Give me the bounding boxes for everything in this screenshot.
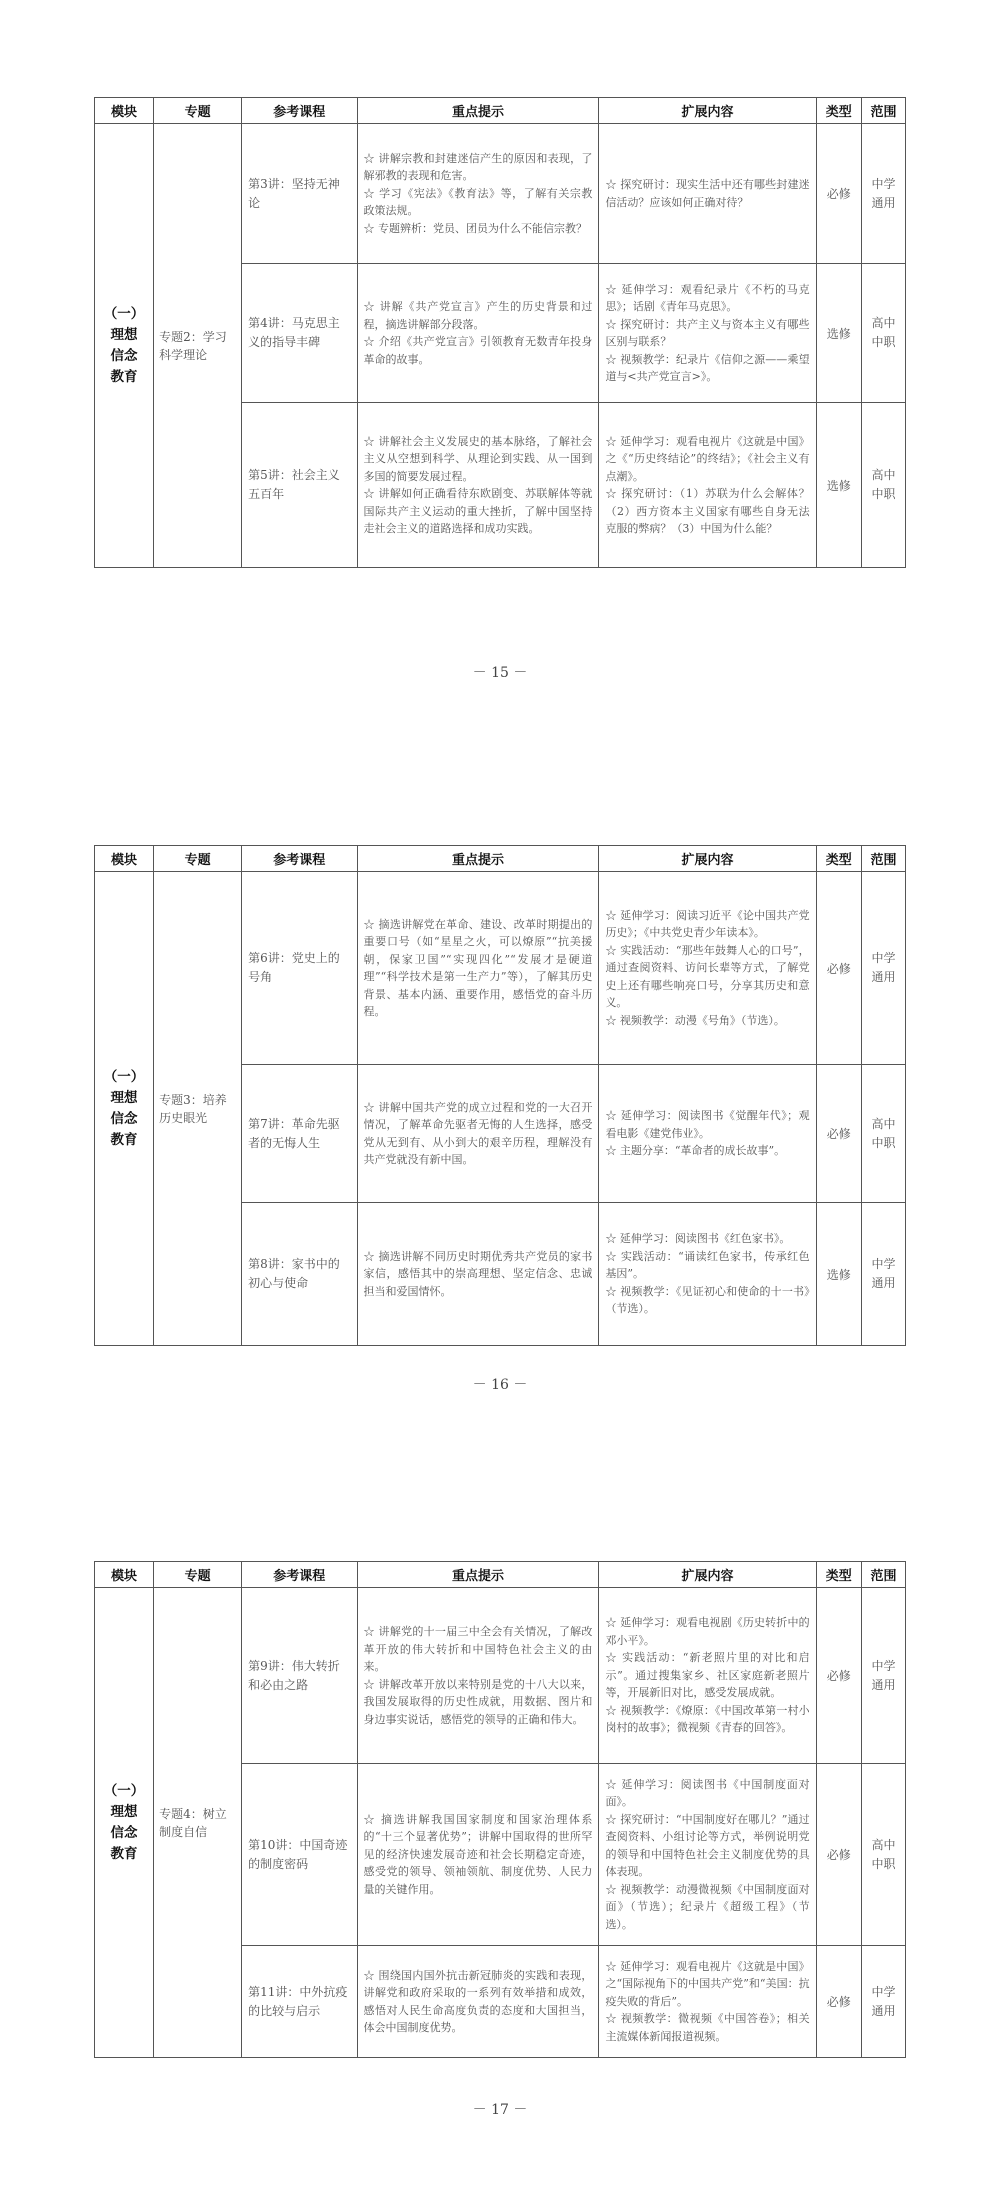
key-points-cell: ☆ 围绕国内国外抗击新冠肺炎的实践和表现，讲解党和政府采取的一系列有效举措和成效，感悟对人民生命高度负责的态度和大国担当，体会中国制度优势。 bbox=[357, 1946, 599, 2058]
key-points-cell: ☆ 讲解中国共产党的成立过程和党的一大召开情况，了解革命先驱者无悔的人生选择，感受党从无到有、从小到大的艰辛历程，理解没有共产党就没有新中国。 bbox=[357, 1065, 599, 1203]
header-type: 类型 bbox=[816, 1562, 861, 1588]
course-cell: 第6讲：党史上的号角 bbox=[242, 872, 357, 1065]
header-course: 参考课程 bbox=[242, 1562, 357, 1588]
header-module: 模块 bbox=[95, 846, 154, 872]
page-15 bbox=[0, 0, 1000, 731]
header-scope: 范围 bbox=[861, 98, 905, 124]
header-type: 类型 bbox=[816, 846, 861, 872]
extension-cell: ☆ 延伸学习：阅读习近平《论中国共产党历史》；《中共党史青少年读本》。 ☆ 实践活动：“那些年鼓舞人心的口号”，通过查阅资料、访问长辈等方式，了解党史上还有哪些响亮口号，分享其历史和意义。 ☆ 视频教学：动漫《号角》（节选）。 bbox=[599, 872, 816, 1065]
type-cell: 选修 bbox=[816, 264, 861, 403]
type-cell: 必修 bbox=[816, 872, 861, 1065]
topic-cell: 专题4：树立制度自信 bbox=[154, 1588, 242, 2058]
course-cell: 第4讲：马克思主义的指导丰碑 bbox=[242, 264, 357, 403]
key-points-cell: ☆ 讲解宗教和封建迷信产生的原因和表现，了解邪教的表现和危害。 ☆ 学习《宪法》《教育法》等，了解有关宗教政策法规。 ☆ 专题辨析：党员、团员为什么不能信宗教？ bbox=[357, 124, 599, 264]
course-cell: 第8讲：家书中的初心与使命 bbox=[242, 1203, 357, 1346]
scope-cell: 中学 通用 bbox=[861, 1946, 905, 2058]
scope-cell: 中学 通用 bbox=[861, 1203, 905, 1346]
key-points-cell: ☆ 摘选讲解党在革命、建设、改革时期提出的重要口号（如“星星之火，可以燎原”“抗美援朝，保家卫国”“实现四化”“发展才是硬道理”“科学技术是第一生产力”等），了解其历史背景、基本内涵、重要作用，感悟党的奋斗历程。 bbox=[357, 872, 599, 1065]
topic-cell: 专题3：培养历史眼光 bbox=[154, 872, 242, 1346]
key-points-cell: ☆ 讲解社会主义发展史的基本脉络，了解社会主义从空想到科学、从理论到实践、从一国到多国的简要发展过程。 ☆ 讲解如何正确看待东欧剧变、苏联解体等就国际共产主义运动的重大挫折，了解中国坚持走社会主义的道路选择和成功实践。 bbox=[357, 403, 599, 568]
header-key-points: 重点提示 bbox=[357, 846, 599, 872]
header-module: 模块 bbox=[95, 1562, 154, 1588]
header-course: 参考课程 bbox=[242, 98, 357, 124]
header-topic: 专题 bbox=[154, 1562, 242, 1588]
course-cell: 第10讲：中国奇迹的制度密码 bbox=[242, 1764, 357, 1946]
header-scope: 范围 bbox=[861, 846, 905, 872]
type-cell: 必修 bbox=[816, 1065, 861, 1203]
extension-cell: ☆ 延伸学习：阅读图书《觉醒年代》；观看电影《建党伟业》。 ☆ 主题分享：“革命者的成长故事”。 bbox=[599, 1065, 816, 1203]
header-course: 参考课程 bbox=[242, 846, 357, 872]
type-cell: 必修 bbox=[816, 1946, 861, 2058]
scope-cell: 中学 通用 bbox=[861, 124, 905, 264]
extension-cell: ☆ 延伸学习：阅读图书《中国制度面对面》。 ☆ 探究研讨：“中国制度好在哪儿？”通过查阅资料、小组讨论等方式，举例说明党的领导和中国特色社会主义制度优势的具体表现。 ☆ 视频教学：动漫微视频《中国制度面对面》（节选）；纪录片《超级工程》（节选）。 bbox=[599, 1764, 816, 1946]
course-cell: 第11讲：中外抗疫的比较与启示 bbox=[242, 1946, 357, 2058]
scope-cell: 中学 通用 bbox=[861, 872, 905, 1065]
table-row bbox=[95, 124, 906, 264]
module-cell: （一） 理想 信念 教育 bbox=[95, 1588, 154, 2058]
table-row bbox=[95, 1588, 906, 1764]
key-points-cell: ☆ 讲解党的十一届三中全会有关情况，了解改革开放的伟大转折和中国特色社会主义的由来。 ☆ 讲解改革开放以来特别是党的十八大以来，我国发展取得的历史性成就，用数据、图片和身边事实说话，感悟党的领导的正确和伟大。 bbox=[357, 1588, 599, 1764]
table-row bbox=[95, 872, 906, 1065]
table-header-row bbox=[95, 98, 906, 124]
course-cell: 第7讲：革命先驱者的无悔人生 bbox=[242, 1065, 357, 1203]
scope-cell: 高中 中职 bbox=[861, 1764, 905, 1946]
table-header-row bbox=[95, 1562, 906, 1588]
header-type: 类型 bbox=[816, 98, 861, 124]
scope-cell: 中学 通用 bbox=[861, 1588, 905, 1764]
key-points-cell: ☆ 讲解《共产党宣言》产生的历史背景和过程，摘选讲解部分段落。 ☆ 介绍《共产党宣言》引领教育无数青年投身革命的故事。 bbox=[357, 264, 599, 403]
extension-cell: ☆ 延伸学习：阅读图书《红色家书》。 ☆ 实践活动：“诵读红色家书，传承红色基因”。 ☆ 视频教学：《见证初心和使命的十一书》（节选）。 bbox=[599, 1203, 816, 1346]
extension-cell: ☆ 延伸学习：观看电视片《这就是中国》之《“历史终结论”的终结》；《社会主义有点潮》。 ☆ 探究研讨：（1）苏联为什么会解体？（2）西方资本主义国家有哪些自身无法克服的弊病？（3）中国为什么能？ bbox=[599, 403, 816, 568]
header-topic: 专题 bbox=[154, 846, 242, 872]
type-cell: 必修 bbox=[816, 124, 861, 264]
table-header-row bbox=[95, 846, 906, 872]
page-17 bbox=[0, 1462, 1000, 2193]
header-module: 模块 bbox=[95, 98, 154, 124]
curriculum-table bbox=[94, 1561, 906, 2058]
key-points-cell: ☆ 摘选讲解不同历史时期优秀共产党员的家书家信，感悟其中的崇高理想、坚定信念、忠诚担当和爱国情怀。 bbox=[357, 1203, 599, 1346]
key-points-cell: ☆ 摘选讲解我国国家制度和国家治理体系的“十三个显著优势”；讲解中国取得的世所罕见的经济快速发展奇迹和社会长期稳定奇迹，感受党的领导、领袖领航、制度优势、人民力量的关键作用。 bbox=[357, 1764, 599, 1946]
curriculum-table bbox=[94, 845, 906, 1346]
header-scope: 范围 bbox=[861, 1562, 905, 1588]
course-cell: 第3讲：坚持无神论 bbox=[242, 124, 357, 264]
header-extension: 扩展内容 bbox=[599, 98, 816, 124]
scope-cell: 高中 中职 bbox=[861, 264, 905, 403]
scope-cell: 高中 中职 bbox=[861, 403, 905, 568]
page-number: － 16 － bbox=[472, 1377, 528, 1393]
module-cell: （一） 理想 信念 教育 bbox=[95, 124, 154, 568]
header-extension: 扩展内容 bbox=[599, 846, 816, 872]
page-number: － 15 － bbox=[472, 665, 528, 681]
course-cell: 第5讲：社会主义五百年 bbox=[242, 403, 357, 568]
type-cell: 选修 bbox=[816, 403, 861, 568]
page-number: － 17 － bbox=[472, 2102, 528, 2118]
header-topic: 专题 bbox=[154, 98, 242, 124]
header-key-points: 重点提示 bbox=[357, 98, 599, 124]
type-cell: 必修 bbox=[816, 1588, 861, 1764]
header-key-points: 重点提示 bbox=[357, 1562, 599, 1588]
extension-cell: ☆ 探究研讨：现实生活中还有哪些封建迷信活动？应该如何正确对待？ bbox=[599, 124, 816, 264]
extension-cell: ☆ 延伸学习：观看电视剧《历史转折中的邓小平》。 ☆ 实践活动：“新老照片里的对比和启示”。通过搜集家乡、社区家庭新老照片等，开展新旧对比，感受发展成就。 ☆ 视频教学：《燎原：《中国改革第一村小岗村的故事》；微视频《青春的回答》。 bbox=[599, 1588, 816, 1764]
scope-cell: 高中 中职 bbox=[861, 1065, 905, 1203]
type-cell: 选修 bbox=[816, 1203, 861, 1346]
page-16 bbox=[0, 731, 1000, 1462]
extension-cell: ☆ 延伸学习：观看电视片《这就是中国》之“国际视角下的中国共产党”和“美国：抗疫失败的背后”。 ☆ 视频教学：微视频《中国答卷》；相关主流媒体新闻报道视频。 bbox=[599, 1946, 816, 2058]
extension-cell: ☆ 延伸学习：观看纪录片《不朽的马克思》；话剧《青年马克思》。 ☆ 探究研讨：共产主义与资本主义有哪些区别与联系？ ☆ 视频教学：纪录片《信仰之源——乘望道与<共产党宣言>》。 bbox=[599, 264, 816, 403]
topic-cell: 专题2：学习科学理论 bbox=[154, 124, 242, 568]
module-cell: （一） 理想 信念 教育 bbox=[95, 872, 154, 1346]
header-extension: 扩展内容 bbox=[599, 1562, 816, 1588]
type-cell: 必修 bbox=[816, 1764, 861, 1946]
curriculum-table bbox=[94, 97, 906, 568]
course-cell: 第9讲：伟大转折和必由之路 bbox=[242, 1588, 357, 1764]
